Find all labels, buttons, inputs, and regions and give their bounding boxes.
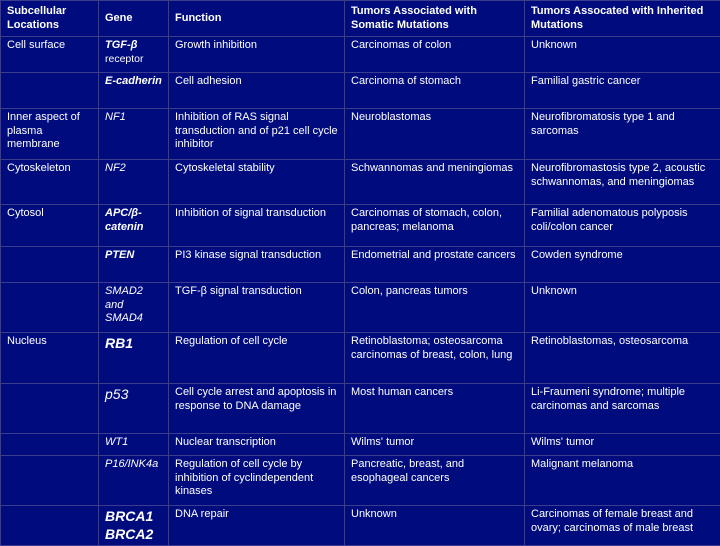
gene-name: APC/β-catenin xyxy=(105,207,144,233)
header-function: Function xyxy=(169,1,345,37)
cell-location: Inner aspect of plasma membrane xyxy=(1,109,99,160)
cell-inherited: Unknown xyxy=(525,283,720,333)
cell-location xyxy=(1,384,99,434)
cell-function: PI3 kinase signal transduction xyxy=(169,247,345,283)
cell-gene xyxy=(99,205,169,247)
gene-name: PTEN xyxy=(105,249,134,261)
cell-somatic: Neuroblastomas xyxy=(345,109,525,160)
header-inherited: Tumors Assocated with Inherited Mutations xyxy=(525,1,720,37)
table-row xyxy=(1,456,720,506)
cell-somatic: Unknown xyxy=(345,506,525,546)
cell-location: Cell surface xyxy=(1,37,99,73)
cell-somatic: Wilms' tumor xyxy=(345,434,525,456)
cell-gene xyxy=(99,37,169,73)
header-row xyxy=(1,1,720,37)
cell-function: Inhibition of signal transduction xyxy=(169,205,345,247)
gene-name: WT1 xyxy=(105,436,128,448)
cell-gene xyxy=(99,333,169,384)
gene-name: TGF-β xyxy=(105,39,137,51)
cell-gene xyxy=(99,247,169,283)
cell-somatic: Endometrial and prostate cancers xyxy=(345,247,525,283)
gene-name: BRCA1 BRCA2 xyxy=(105,508,153,542)
cell-inherited: Familial adenomatous polyposis coli/colon cancer xyxy=(525,205,720,247)
cell-function: Cytoskeletal stability xyxy=(169,160,345,205)
cell-somatic: Schwannomas and meningiomas xyxy=(345,160,525,205)
cell-location: Cytoskeleton xyxy=(1,160,99,205)
cell-somatic: Colon, pancreas tumors xyxy=(345,283,525,333)
cell-location: Cytosol xyxy=(1,205,99,247)
cell-function: Inhibition of RAS signal transduction and of p21 cell cycle inhibitor xyxy=(169,109,345,160)
cell-location xyxy=(1,434,99,456)
header-somatic: Tumors Associated with Somatic Mutations xyxy=(345,1,525,37)
gene-subtext: receptor xyxy=(105,53,144,65)
cell-function: Cell adhesion xyxy=(169,73,345,109)
cell-somatic: Retinoblastoma; osteosarcoma carcinomas of breast, colon, lung xyxy=(345,333,525,384)
cell-function: Cell cycle arrest and apoptosis in response to DNA damage xyxy=(169,384,345,434)
table-row xyxy=(1,205,720,247)
cell-location: Nucleus xyxy=(1,333,99,384)
cell-somatic: Carcinoma of stomach xyxy=(345,73,525,109)
table-row xyxy=(1,283,720,333)
table-row xyxy=(1,73,720,109)
cell-function: DNA repair xyxy=(169,506,345,546)
cell-gene xyxy=(99,456,169,506)
cell-location xyxy=(1,456,99,506)
cell-somatic: Most human cancers xyxy=(345,384,525,434)
cell-inherited: Carcinomas of female breast and ovary; carcinomas of male breast xyxy=(525,506,720,546)
cell-gene xyxy=(99,434,169,456)
cell-somatic: Carcinomas of colon xyxy=(345,37,525,73)
cell-inherited: Familial gastric cancer xyxy=(525,73,720,109)
cell-inherited: Cowden syndrome xyxy=(525,247,720,283)
gene-name: P16/INK4a xyxy=(105,458,158,470)
cell-inherited: Malignant melanoma xyxy=(525,456,720,506)
gene-name: E-cadherin xyxy=(105,75,162,87)
gene-name: SMAD2 and SMAD4 xyxy=(105,285,143,324)
cell-gene xyxy=(99,160,169,205)
cell-inherited: Neurofibromatosis type 1 and sarcomas xyxy=(525,109,720,160)
table-row xyxy=(1,109,720,160)
table-row xyxy=(1,434,720,456)
gene-name: NF2 xyxy=(105,162,126,174)
cell-location xyxy=(1,283,99,333)
cell-inherited: Retinoblastomas, osteosarcoma xyxy=(525,333,720,384)
cell-function: TGF-β signal transduction xyxy=(169,283,345,333)
cell-location xyxy=(1,247,99,283)
cell-gene xyxy=(99,73,169,109)
table-row xyxy=(1,247,720,283)
table-row xyxy=(1,384,720,434)
cell-gene xyxy=(99,283,169,333)
table-row xyxy=(1,37,720,73)
cell-gene xyxy=(99,384,169,434)
cell-somatic: Pancreatic, breast, and esophageal cancers xyxy=(345,456,525,506)
cell-function: Nuclear transcription xyxy=(169,434,345,456)
table-row xyxy=(1,160,720,205)
table-row xyxy=(1,333,720,384)
cell-inherited: Li-Fraumeni syndrome; multiple carcinomas and sarcomas xyxy=(525,384,720,434)
cell-function: Regulation of cell cycle by inhibition of cyclindependent kinases xyxy=(169,456,345,506)
cell-function: Growth inhibition xyxy=(169,37,345,73)
cell-function: Regulation of cell cycle xyxy=(169,333,345,384)
cell-inherited: Wilms' tumor xyxy=(525,434,720,456)
cell-inherited: Unknown xyxy=(525,37,720,73)
cell-inherited: Neurofibromastosis type 2, acoustic schwannomas, and meningiomas xyxy=(525,160,720,205)
header-location: Subcellular Locations xyxy=(1,1,99,37)
header-gene: Gene xyxy=(99,1,169,37)
gene-name: NF1 xyxy=(105,111,126,123)
gene-name: RB1 xyxy=(105,335,133,351)
cell-gene xyxy=(99,109,169,160)
cell-somatic: Carcinomas of stomach, colon, pancreas; melanoma xyxy=(345,205,525,247)
cell-location xyxy=(1,73,99,109)
gene-name: p53 xyxy=(105,386,128,402)
